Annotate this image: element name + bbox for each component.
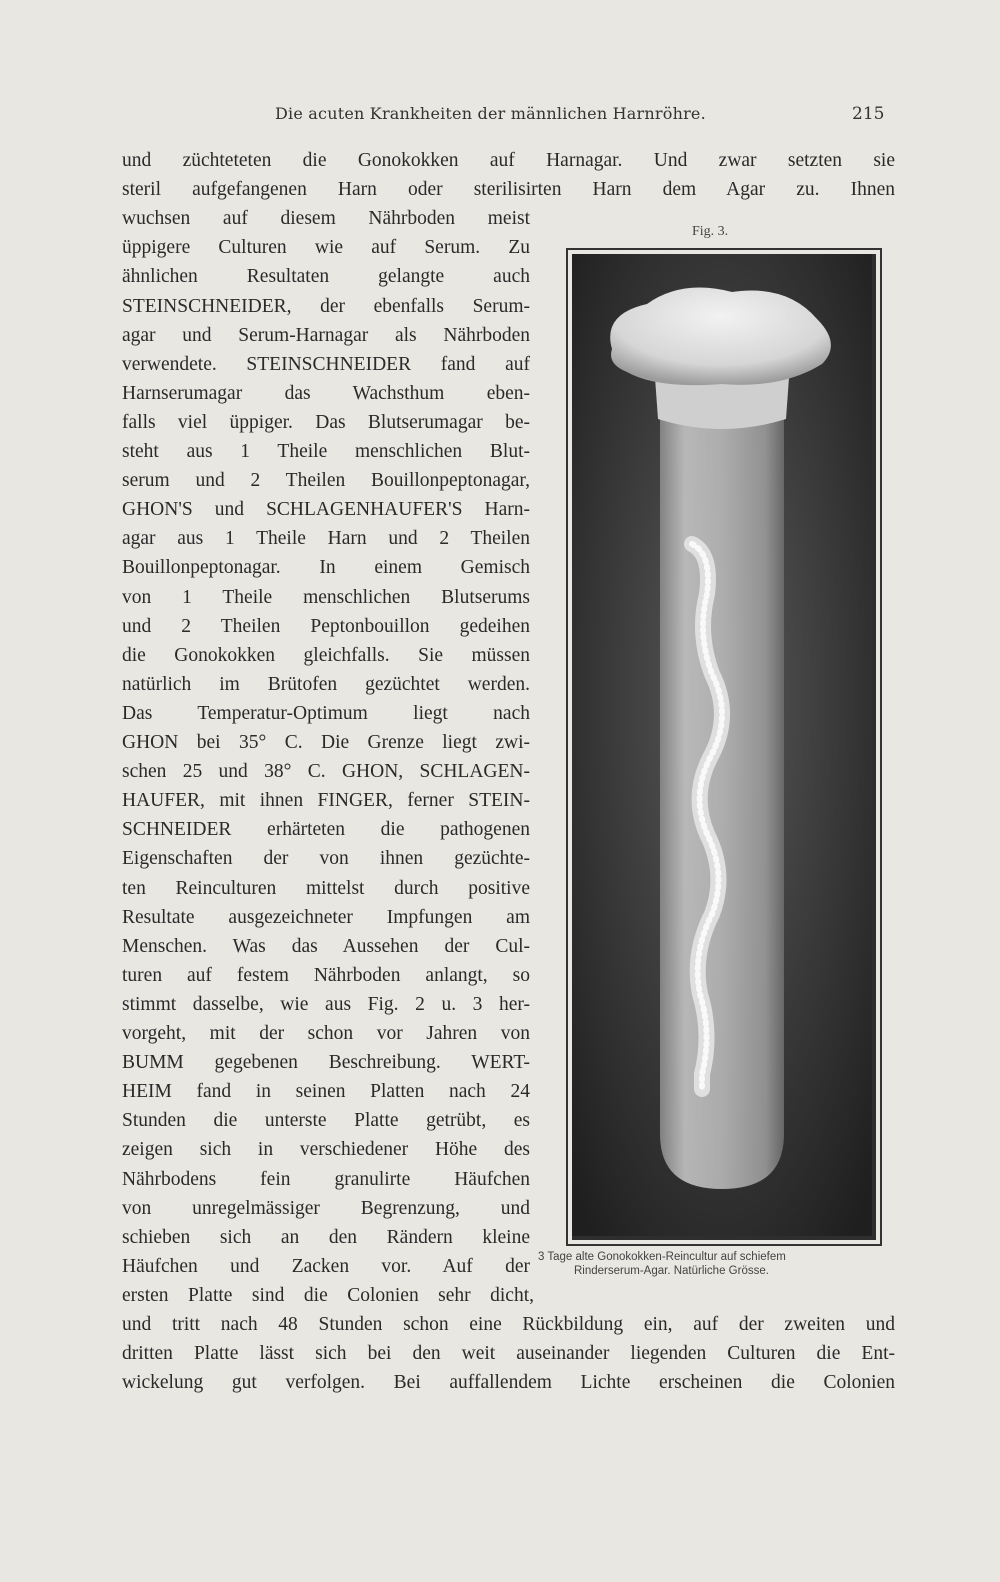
text-line: HAUFER, mit ihnen FINGER, ferner STEIN- — [122, 790, 530, 812]
text-line: von unregelmässiger Begrenzung, und — [122, 1197, 530, 1219]
text-line: steril aufgefangenen Harn oder sterilisirten Harn dem Agar zu. Ihnen — [122, 179, 895, 201]
figure-illustration — [572, 254, 876, 1240]
text-line: vorgeht, mit der schon vor Jahren von — [122, 1023, 530, 1044]
text-line: und tritt nach 48 Stunden schon eine Rückbildung ein, auf der zweiten und — [122, 1314, 895, 1335]
culture-tube-illustration — [572, 254, 872, 1236]
text-line: wickelung gut verfolgen. Bei auffallendem Lichte erscheinen die Colonien — [122, 1372, 895, 1394]
text-line: turen auf festem Nährboden anlangt, so — [122, 964, 530, 986]
text-line: die Gonokokken gleichfalls. Sie müssen — [122, 644, 530, 666]
text-line: GHON'S und SCHLAGENHAUFER'S Harn- — [122, 499, 530, 521]
text-line: Resultate ausgezeichneter Impfungen am — [122, 906, 530, 928]
text-line: und 2 Theilen Peptonbouillon gedeihen — [122, 615, 530, 637]
text-line: schieben sich an den Rändern kleine — [122, 1226, 530, 1248]
text-line: ten Reinculturen mittelst durch positive — [122, 877, 530, 899]
text-line: Nährbodens fein granulirte Häufchen — [122, 1168, 530, 1190]
text-line: natürlich im Brütofen gezüchtet werden. — [122, 673, 530, 695]
caption-line-2: Rinderserum-Agar. Natürliche Grösse. — [574, 1265, 769, 1277]
page-number: 215 — [852, 104, 885, 124]
text-line: verwendete. STEINSCHNEIDER fand auf — [122, 353, 530, 375]
text-line: ähnlichen Resultaten gelangte auch — [122, 266, 530, 288]
text-line: Harnserumagar das Wachsthum eben- — [122, 382, 530, 404]
text-line: Das Temperatur-Optimum liegt nach — [122, 702, 530, 724]
figure-frame — [566, 248, 882, 1246]
text-line: falls viel üppiger. Das Blutserumagar be- — [122, 411, 530, 433]
text-line: zeigen sich in verschiedener Höhe des — [122, 1139, 530, 1161]
caption-line-1: 3 Tage alte Gonokokken-Reincultur auf schiefem — [538, 1251, 786, 1263]
text-line: Häufchen und Zacken vor. Auf der — [122, 1255, 530, 1277]
text-line: stimmt dasselbe, wie aus Fig. 2 u. 3 her- — [122, 993, 530, 1015]
text-line: steht aus 1 Theile menschlichen Blut- — [122, 441, 530, 462]
text-line: von 1 Theile menschlichen Blutserums — [122, 586, 530, 608]
text-line: Eigenschaften der von ihnen gezüchte- — [122, 848, 530, 870]
text-line: schen 25 und 38° C. GHON, SCHLAGEN- — [122, 761, 530, 783]
text-line: üppigere Culturen wie auf Serum. Zu — [122, 237, 530, 259]
text-line: dritten Platte lässt sich bei den weit auseinander liegenden Culturen die Ent- — [122, 1343, 895, 1365]
text-line: ersten Platte sind die Colonien sehr dicht, — [122, 1284, 534, 1306]
text-line: Bouillonpeptonagar. In einem Gemisch — [122, 557, 530, 579]
running-title: Die acuten Krankheiten der männlichen Harnröhre. — [275, 104, 706, 123]
text-line: serum und 2 Theilen Bouillonpeptonagar, — [122, 470, 530, 492]
page-header — [0, 104, 1000, 130]
text-line: Stunden die unterste Platte getrübt, es — [122, 1110, 530, 1132]
figure-label: Fig. 3. — [692, 224, 729, 239]
text-line: GHON bei 35° C. Die Grenze liegt zwi- — [122, 732, 530, 753]
text-line: STEINSCHNEIDER, der ebenfalls Serum- — [122, 295, 530, 317]
text-line: wuchsen auf diesem Nährboden meist — [122, 208, 530, 230]
text-line: agar und Serum-Harnagar als Nährboden — [122, 324, 530, 346]
test-tube — [660, 404, 784, 1189]
text-line: BUMM gegebenen Beschreibung. WERT- — [122, 1052, 530, 1074]
text-line: Menschen. Was das Aussehen der Cul- — [122, 935, 530, 957]
figure-caption — [538, 1250, 898, 1278]
text-line: SCHNEIDER erhärteten die pathogenen — [122, 819, 530, 841]
text-line: HEIM fand in seinen Platten nach 24 — [122, 1081, 530, 1103]
text-line: und züchteteten die Gonokokken auf Harnagar. Und zwar setzten sie — [122, 150, 895, 171]
text-line: agar aus 1 Theile Harn und 2 Theilen — [122, 528, 530, 550]
